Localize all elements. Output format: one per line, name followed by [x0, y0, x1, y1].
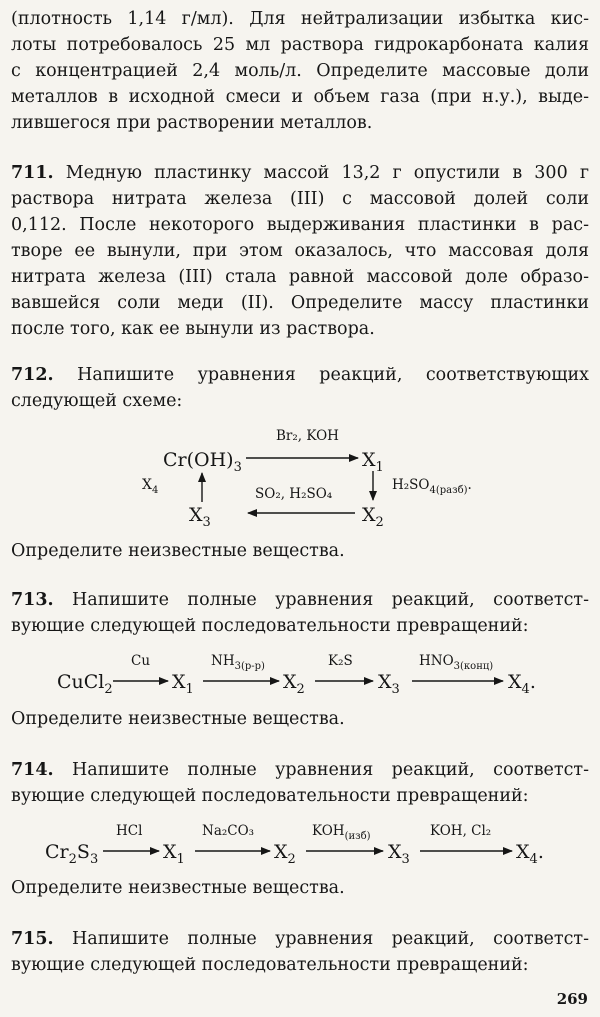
scheme-bottom-reagent: SO₂, H₂SO₄ [255, 486, 333, 502]
text-line: следующей схеме: [11, 391, 183, 411]
text-line: (плотность 1,14 г/мл). Для нейтрализации избытка кис- [11, 9, 589, 29]
text-line: творе ее вынули, при этом оказалось, что массовая доля [11, 241, 589, 261]
text-line: 0,112. После некоторого выдерживания пластинки в рас- [11, 215, 589, 235]
chain-x2: $X_2$ [283, 671, 305, 697]
problem-number: 712. [11, 365, 54, 385]
scheme-right-reagent: $H_2SO_{4(разб)}$. [392, 477, 472, 496]
text-line: раствора нитрата железа (III) с массовой долей соли [11, 189, 589, 209]
chain-x3: $X_3$ [388, 841, 410, 867]
chain-x2: $X_2$ [274, 841, 296, 867]
problem-714-tail: Определите неизвестные вещества. [11, 878, 345, 898]
chain-x1: $X_1$ [163, 841, 185, 867]
text-line: нитрата железа (III) стала равной массовой доле образо- [11, 267, 589, 287]
chain-reagent-1: HCl [116, 823, 143, 839]
chain-714 [45, 823, 544, 867]
chain-713 [57, 653, 536, 697]
chain-x1: $X_1$ [172, 671, 194, 697]
text-line: после того, как ее вынули из раствора. [11, 319, 375, 339]
chain-reagent-3: K₂S [328, 653, 353, 669]
chain-x4: $X_4$. [516, 841, 544, 867]
text-line: с концентрацией 2,4 моль/л. Определите массовые доли [11, 61, 589, 81]
text-line: вавшейся соли меди (II). Определите массу пластинки [11, 293, 589, 313]
problem-713-tail: Определите неизвестные вещества. [11, 709, 345, 729]
chain-x3: $X_3$ [378, 671, 400, 697]
text-line: вующие следующей последовательности превращений: [11, 955, 529, 975]
problem-712-tail: Определите неизвестные вещества. [11, 541, 345, 561]
text-line: металлов в исходной смеси и объем газа (при н.у.), выде- [11, 87, 589, 107]
chain-reagent-1: Cu [131, 653, 151, 669]
text-line: лоты потребовалось 25 мл раствора гидрокарбоната калия [11, 35, 589, 55]
text-line: вующие следующей последовательности превращений: [11, 616, 529, 636]
text-line: Напишите полные уравнения реакций, соответст- [72, 590, 589, 610]
chain-reagent-3: $KOH_{(изб)}$ [312, 823, 371, 842]
problem-number: 713. [11, 590, 54, 610]
text-line: лившегося при растворении металлов. [11, 113, 373, 133]
chain-x4: $X_4$. [508, 671, 536, 697]
chain-reagent-4: $HNO_{3(конц)}$ [419, 653, 494, 672]
scheme-x3: $X_3$ [189, 504, 211, 530]
text-line: Напишите полные уравнения реакций, соответст- [72, 760, 589, 780]
problem-number: 711. [11, 163, 54, 183]
chain-reagent-2: Na₂CO₃ [202, 823, 255, 839]
text-line: вующие следующей последовательности превращений: [11, 786, 529, 806]
chain-start: CuCl$_2$ [57, 671, 113, 697]
scheme-left-reagent: $X_4$ [142, 477, 159, 496]
scheme-start: $Cr(OH)_3$ [163, 449, 242, 475]
text-line: Напишите полные уравнения реакций, соответст- [72, 929, 589, 949]
text-line: Медную пластинку массой 13,2 г опустили в 300 г [65, 163, 589, 183]
chain-reagent-2: $NH_{3(р-р)}$ [211, 653, 265, 672]
scheme-x2: $X_2$ [362, 504, 384, 530]
problem-number: 715. [11, 929, 54, 949]
problem-number: 714. [11, 760, 54, 780]
chain-reagent-4: KOH, Cl₂ [430, 823, 492, 839]
scheme-712 [142, 428, 472, 530]
chain-start: $Cr_2S_3$ [45, 841, 99, 867]
scheme-top-reagent: Br₂, KOH [276, 428, 339, 444]
text-line: Напишите уравнения реакций, соответствующих [77, 365, 589, 385]
scheme-x1: $X_1$ [362, 449, 384, 475]
page-number: 269 [556, 990, 588, 1008]
